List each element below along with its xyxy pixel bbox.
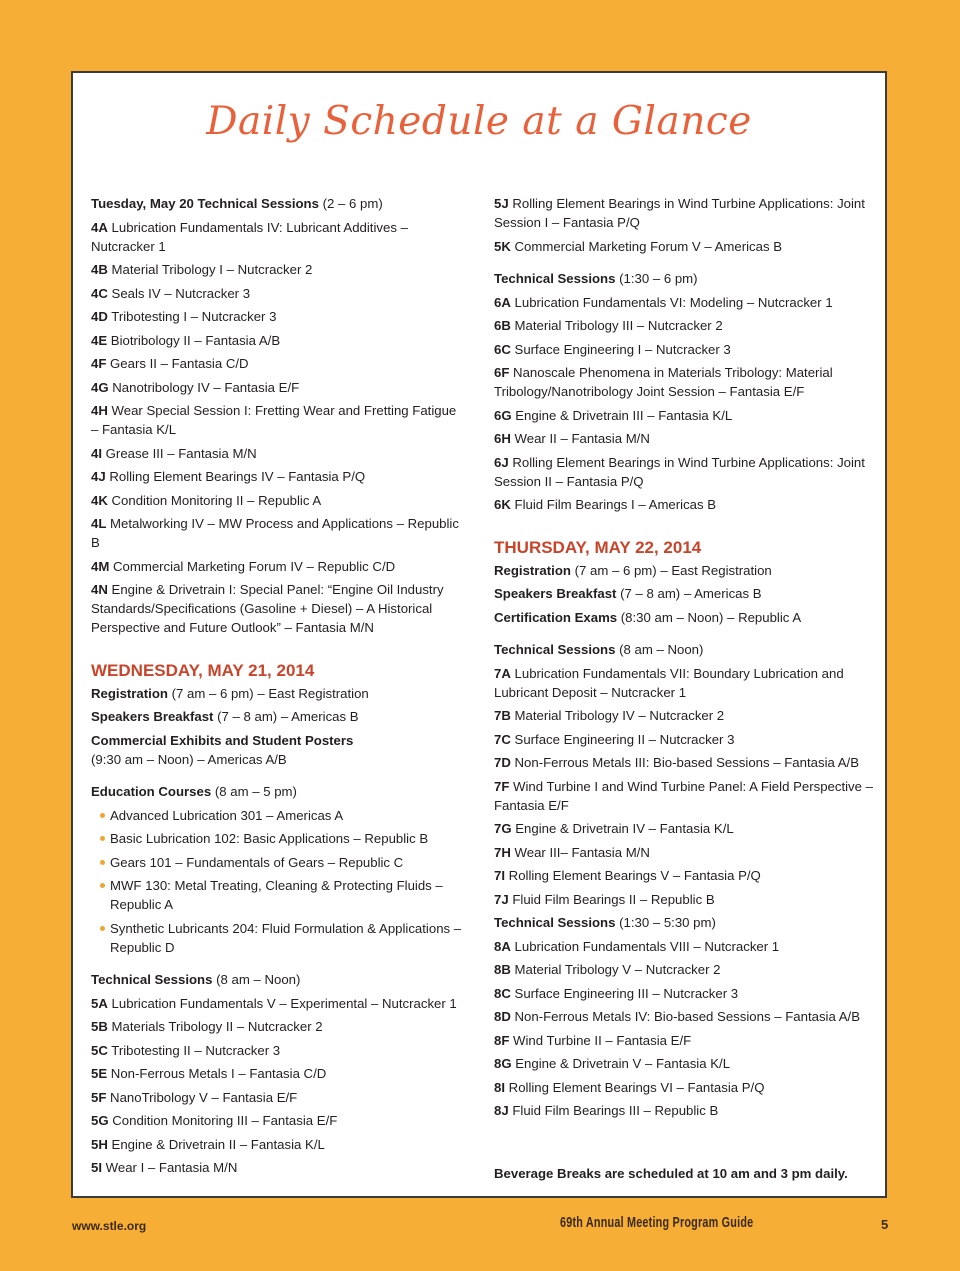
session-code: 4G [91, 379, 109, 395]
course-text: MWF 130: Metal Treating, Cleaning & Protecting Fluids – Republic A [110, 878, 443, 912]
wed-tech-am-time: (8 am – Noon) [212, 972, 301, 987]
session-code: 7C [494, 731, 511, 747]
session-text: Condition Monitoring II – Republic A [107, 492, 322, 508]
session-code: 8I [494, 1079, 505, 1095]
wed-tech-pm-bold: Technical Sessions [494, 271, 616, 286]
session-text: NanoTribology V – Fantasia E/F [106, 1089, 298, 1105]
session-item [494, 237, 874, 256]
session-text: Non-Ferrous Metals IV: Bio-based Sessions – Fantasia A/B [510, 1009, 860, 1024]
session-text: Wind Turbine II – Fantasia E/F [509, 1032, 692, 1048]
session-item [91, 331, 463, 350]
session-code: 8J [494, 1103, 509, 1118]
session-item [494, 843, 874, 862]
session-item [91, 401, 463, 439]
session-code: 7B [494, 708, 511, 723]
session-text: Wind Turbine I and Wind Turbine Panel: A Field Perspective – Fantasia E/F [494, 778, 873, 813]
session-item [91, 994, 463, 1013]
wed-tech-pm-time: (1:30 – 6 pm) [615, 271, 698, 286]
bullet-icon [100, 926, 105, 931]
thu-tech-pm-heading [494, 913, 874, 932]
wed-am-sessions-cont [494, 194, 874, 256]
session-code: 6C [494, 341, 511, 357]
session-text: Material Tribology I – Nutcracker 2 [107, 262, 313, 277]
session-text: Engine & Drivetrain II – Fantasia K/L [107, 1136, 325, 1152]
session-code: 4I [91, 445, 102, 461]
course-text: Basic Lubrication 102: Basic Applications – Republic B [110, 831, 429, 846]
session-text: Engine & Drivetrain IV – Fantasia K/L [511, 821, 734, 836]
bullet-icon [100, 860, 105, 865]
session-text: Surface Engineering III – Nutcracker 3 [510, 985, 739, 1001]
session-item [494, 819, 874, 838]
tuesday-heading-bold: Tuesday, May 20 Technical Sessions [91, 196, 319, 211]
schedule-panel [71, 71, 887, 1198]
session-text: Rolling Element Bearings VI – Fantasia P/Q [505, 1079, 765, 1095]
session-item [91, 491, 463, 510]
session-item [494, 340, 874, 359]
wed-pm-sessions [494, 293, 874, 515]
thu-certification [494, 608, 874, 627]
session-code: 6H [494, 431, 511, 446]
session-item [91, 1135, 463, 1154]
wed-breakfast-bold: Speakers Breakfast [91, 709, 214, 724]
thu-cert-detail: (8:30 am – Noon) – Republic A [617, 609, 802, 625]
footer-guide-title: 69th Annual Meeting Program Guide [560, 1214, 754, 1231]
thu-am-sessions [494, 664, 874, 909]
wed-exhibits [91, 731, 463, 769]
session-code: 8C [494, 985, 511, 1001]
session-text: Lubrication Fundamentals IV: Lubricant Additives – Nutcracker 1 [91, 219, 408, 254]
session-code: 7D [494, 755, 511, 770]
session-code: 4B [91, 262, 108, 277]
course-item [91, 806, 463, 825]
session-text: Commercial Marketing Forum V – Americas B [510, 238, 783, 254]
session-text: Non-Ferrous Metals I – Fantasia C/D [107, 1066, 327, 1081]
thu-cert-bold: Certification Exams [494, 609, 618, 625]
session-text: Condition Monitoring III – Fantasia E/F [108, 1113, 338, 1128]
session-text: Tribotesting II – Nutcracker 3 [107, 1042, 281, 1058]
session-text: Fluid Film Bearings III – Republic B [508, 1103, 719, 1118]
session-item [91, 284, 463, 303]
session-item [494, 777, 874, 815]
course-item [91, 876, 463, 914]
session-code: 5J [494, 196, 509, 211]
session-text: Material Tribology IV – Nutcracker 2 [510, 708, 725, 723]
session-item [494, 664, 874, 702]
session-item [494, 1031, 874, 1050]
session-code: 4C [91, 285, 108, 301]
course-item [91, 853, 463, 872]
session-item [494, 937, 874, 956]
session-text: Wear III– Fantasia M/N [510, 844, 650, 860]
session-text: Engine & Drivetrain V – Fantasia K/L [511, 1056, 731, 1071]
session-code: 6F [494, 365, 510, 380]
thu-tech-pm-bold: Technical Sessions [494, 915, 616, 930]
session-item [494, 316, 874, 335]
session-code: 7F [494, 778, 510, 794]
wed-tech-am-heading [91, 970, 463, 989]
session-code: 5C [91, 1042, 108, 1058]
session-code: 5E [91, 1066, 108, 1081]
session-text: Biotribology II – Fantasia A/B [107, 332, 281, 348]
session-item [91, 1017, 463, 1036]
session-text: Fluid Film Bearings I – Americas B [510, 497, 717, 512]
session-code: 4M [91, 558, 110, 574]
session-code: 6K [494, 497, 511, 512]
footer-url[interactable]: www.stle.org [72, 1219, 147, 1233]
session-item [494, 293, 874, 312]
session-text: Non-Ferrous Metals III: Bio-based Sessions – Fantasia A/B [510, 755, 860, 770]
session-code: 6G [494, 407, 512, 423]
session-code: 8A [494, 938, 511, 954]
session-item [91, 1041, 463, 1060]
thu-tech-am-time: (8 am – Noon) [615, 642, 704, 657]
session-text: Surface Engineering II – Nutcracker 3 [510, 731, 735, 747]
session-code: 4E [91, 332, 108, 348]
session-item [91, 218, 463, 256]
session-item [494, 866, 874, 885]
session-item [91, 514, 463, 552]
session-item [494, 406, 874, 425]
thu-breakfast-detail: (7 – 8 am) – Americas B [616, 586, 762, 601]
session-code: 8B [494, 962, 511, 977]
session-text: Wear I – Fantasia M/N [102, 1160, 238, 1175]
session-code: 5I [91, 1160, 102, 1175]
session-item [494, 753, 874, 772]
session-code: 6B [494, 318, 511, 333]
session-text: Seals IV – Nutcracker 3 [107, 285, 251, 301]
session-text: Nanotribology IV – Fantasia E/F [108, 379, 300, 395]
session-code: 6A [494, 294, 511, 310]
thu-breakfast-bold: Speakers Breakfast [494, 586, 617, 601]
wed-education-detail: (8 am – 5 pm) [211, 784, 297, 799]
thu-registration-detail: (7 am – 6 pm) – East Registration [570, 562, 772, 578]
wed-education-courses [91, 782, 463, 801]
page-number: 5 [881, 1217, 889, 1232]
session-text: Rolling Element Bearings in Wind Turbine Applications: Joint Session I – Fantasia P/Q [494, 196, 865, 230]
session-text: Materials Tribology II – Nutcracker 2 [107, 1019, 323, 1034]
wed-exhibits-bold: Commercial Exhibits and Student Posters [91, 732, 354, 748]
session-code: 4K [91, 492, 108, 508]
session-code: 8F [494, 1032, 510, 1048]
tuesday-heading-time: (2 – 6 pm) [318, 196, 383, 211]
session-code: 6J [494, 454, 509, 470]
session-code: 7H [494, 844, 511, 860]
thu-speakers-breakfast [494, 584, 874, 603]
session-code: 5B [91, 1019, 108, 1034]
thu-tech-am-heading [494, 640, 874, 659]
session-text: Wear II – Fantasia M/N [510, 431, 650, 446]
session-item [494, 960, 874, 979]
left-column [91, 194, 463, 1182]
bullet-icon [100, 883, 105, 888]
thu-registration-bold: Registration [494, 562, 571, 578]
thu-registration [494, 561, 874, 580]
session-text: Nanoscale Phenomena in Materials Tribology: Material Tribology/Nanotribology Joint Session – Fantasia E/F [494, 365, 833, 399]
session-code: 7I [494, 868, 505, 883]
session-text: Engine & Drivetrain I: Special Panel: “Engine Oil Industry Standards/Specifications (Gasoline + Diesel) – A Historical Perspective and Future Outlook” – Fantasia M/N [91, 582, 444, 635]
wed-tech-am-bold: Technical Sessions [91, 972, 213, 987]
thu-tech-am-bold: Technical Sessions [494, 642, 616, 657]
session-item [91, 1088, 463, 1107]
session-item [91, 1111, 463, 1130]
session-item [91, 378, 463, 397]
course-text: Gears 101 – Fundamentals of Gears – Republic C [110, 854, 404, 870]
course-text: Synthetic Lubricants 204: Fluid Formulation & Applications – Republic D [110, 920, 462, 955]
session-item [494, 1007, 874, 1026]
course-list [91, 806, 463, 957]
session-item [494, 1101, 874, 1120]
session-text: Metalworking IV – MW Process and Applications – Republic B [91, 516, 459, 550]
bullet-icon [100, 836, 105, 841]
session-text: Surface Engineering I – Nutcracker 3 [510, 341, 731, 357]
session-text: Lubrication Fundamentals VI: Modeling – Nutcracker 1 [510, 294, 833, 310]
wednesday-heading: WEDNESDAY, MAY 21, 2014 [91, 660, 315, 680]
session-text: Lubrication Fundamentals V – Experimental – Nutcracker 1 [107, 995, 457, 1011]
session-code: 4L [91, 516, 107, 531]
session-code: 8G [494, 1056, 512, 1071]
session-code: 5F [91, 1089, 107, 1105]
session-code: 4H [91, 403, 108, 418]
session-item [494, 730, 874, 749]
session-text: Gears II – Fantasia C/D [106, 356, 249, 371]
session-item [91, 260, 463, 279]
session-text: Tribotesting I – Nutcracker 3 [107, 309, 277, 324]
session-text: Fluid Film Bearings II – Republic B [508, 891, 715, 907]
thu-pm-sessions [494, 937, 874, 1121]
session-item [91, 307, 463, 326]
session-code: 5K [494, 238, 511, 254]
session-code: 4A [91, 219, 108, 235]
session-item [494, 1078, 874, 1097]
session-item [494, 453, 874, 491]
wed-registration-bold: Registration [91, 685, 168, 701]
wed-speakers-breakfast [91, 707, 463, 726]
session-item [494, 194, 874, 232]
session-code: 7G [494, 821, 512, 836]
right-column [494, 194, 874, 1125]
session-text: Lubrication Fundamentals VIII – Nutcracker 1 [510, 938, 780, 954]
session-text: Commercial Marketing Forum IV – Republic C/D [109, 558, 396, 574]
session-item [91, 580, 463, 637]
bullet-icon [100, 813, 105, 818]
session-text: Lubrication Fundamentals VII: Boundary Lubrication and Lubricant Deposit – Nutcracker 1 [494, 665, 844, 700]
session-item [494, 363, 874, 401]
session-code: 5A [91, 995, 108, 1011]
wed-education-bold: Education Courses [91, 784, 212, 799]
session-text: Rolling Element Bearings V – Fantasia P/Q [505, 868, 761, 883]
session-item [494, 706, 874, 725]
course-text: Advanced Lubrication 301 – Americas A [110, 807, 344, 823]
wed-registration-detail: (7 am – 6 pm) – East Registration [167, 685, 369, 701]
session-item [91, 354, 463, 373]
session-item [494, 984, 874, 1003]
session-code: 4F [91, 356, 107, 371]
session-code: 5G [91, 1113, 109, 1128]
page-title: Daily Schedule at a Glance [206, 99, 752, 144]
tuesday-sessions [91, 218, 463, 638]
course-item [91, 919, 463, 957]
session-code: 5H [91, 1136, 108, 1152]
session-text: Rolling Element Bearings in Wind Turbine Applications: Joint Session II – Fantasia P/Q [494, 454, 865, 489]
session-code: 4D [91, 309, 108, 324]
session-item [494, 429, 874, 448]
session-text: Material Tribology III – Nutcracker 2 [510, 318, 723, 333]
session-item [91, 1158, 463, 1177]
session-item [91, 467, 463, 486]
session-text: Rolling Element Bearings IV – Fantasia P/Q [105, 469, 366, 484]
wed-am-sessions [91, 994, 463, 1178]
course-item [91, 829, 463, 848]
wed-breakfast-detail: (7 – 8 am) – Americas B [213, 709, 359, 724]
session-item [494, 495, 874, 514]
session-text: Material Tribology V – Nutcracker 2 [510, 962, 721, 977]
session-item [91, 557, 463, 576]
session-text: Grease III – Fantasia M/N [102, 445, 257, 461]
session-item [494, 1054, 874, 1073]
session-text: Engine & Drivetrain III – Fantasia K/L [511, 407, 733, 423]
session-code: 8D [494, 1009, 511, 1024]
session-code: 7J [494, 891, 509, 907]
session-code: 7A [494, 665, 511, 681]
session-code: 4J [91, 469, 106, 484]
wed-tech-pm-heading [494, 269, 874, 288]
wed-exhibits-detail: (9:30 am – Noon) – Americas A/B [91, 751, 287, 767]
beverage-note: Beverage Breaks are scheduled at 10 am and 3 pm daily. [494, 1166, 848, 1181]
tuesday-heading [91, 194, 463, 213]
thu-tech-pm-time: (1:30 – 5:30 pm) [615, 915, 716, 930]
wed-registration [91, 684, 463, 703]
session-item [91, 1064, 463, 1083]
session-item [494, 890, 874, 909]
thursday-heading: THURSDAY, MAY 22, 2014 [494, 537, 702, 557]
session-item [91, 444, 463, 463]
session-code: 4N [91, 582, 108, 597]
session-text: Wear Special Session I: Fretting Wear and Fretting Fatigue – Fantasia K/L [91, 403, 457, 437]
